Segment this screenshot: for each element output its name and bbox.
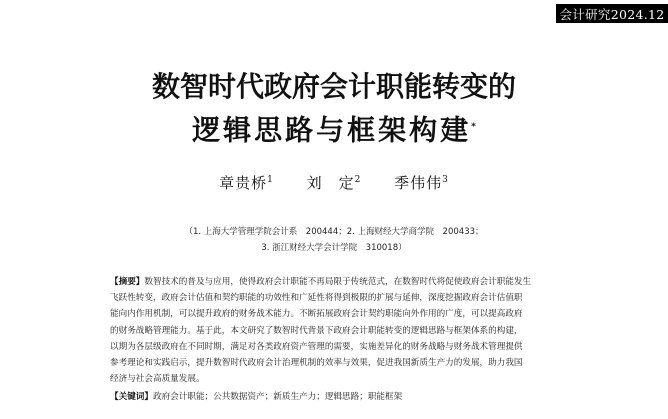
abstract-line: 经济与社会高质量发展。 bbox=[110, 374, 205, 385]
author-2-name: 刘 定 bbox=[306, 174, 355, 192]
title-footnote-mark: * bbox=[471, 122, 476, 132]
author-3-affil-mark: 3 bbox=[442, 175, 449, 185]
author-2-affil-mark: 2 bbox=[354, 175, 362, 185]
abstract-line: 飞跃性转变，政府会计估值和契约职能的功效性和广延性将得到极限的扩展与延伸，深度挖掘政府会计估值职 bbox=[110, 293, 523, 304]
abstract-line: 以期为各层级政府在不同时期，满足对各类政府资产管理的需要，实施差异化的财务战略与财务战术管理提供 bbox=[110, 341, 523, 352]
author-1 bbox=[219, 174, 274, 192]
author-3-name: 季伟伟 bbox=[394, 174, 443, 192]
title-text-2: 逻辑思路与框架构建 bbox=[192, 113, 472, 147]
author-2 bbox=[307, 174, 362, 192]
journal-issue-badge: 会计研究2024.12 bbox=[556, 4, 668, 23]
author-list bbox=[0, 172, 668, 193]
abstract-line: 的财务战略管理能力。基于此，本文研究了数智时代背景下政府会计职能转变的逻辑思路与框架体系的构建， bbox=[110, 325, 523, 336]
abstract-line bbox=[110, 274, 580, 290]
author-1-affil-mark: 1 bbox=[267, 175, 274, 185]
abstract-label: 【摘要】 bbox=[110, 277, 145, 287]
abstract-line: 参考理论和实践启示，提升数智时代政府会计治理机制的效率与效果，促进我国新质生产力的发展，助力我国 bbox=[110, 358, 523, 369]
affiliations-line-2: 3. 浙江财经大学会计学院 310018） bbox=[261, 243, 407, 253]
affiliations-line-1: （1. 上海大学管理学院会计系 200444；2. 上海财经大学商学院 200433； bbox=[184, 227, 484, 237]
author-1-name: 章贵桥 bbox=[219, 174, 268, 192]
title-text-1: 数智时代政府会计职能转变的 bbox=[151, 70, 516, 103]
keywords-label: 【关键词】 bbox=[110, 392, 153, 403]
author-3 bbox=[394, 174, 449, 192]
keywords-line bbox=[110, 389, 580, 405]
paper-title-line-2 bbox=[0, 110, 668, 147]
abstract-text: 数智技术的普及与应用，使得政府会计职能不再局限于传统范式，在数智时代将促使政府会计职能发生 bbox=[144, 277, 532, 287]
abstract-block bbox=[110, 274, 580, 406]
paper-title-line-1 bbox=[0, 70, 668, 104]
abstract-line: 能向内作用机制，可以提升政府的财务战术能力。不断拓展政府会计契约职能向外作用的广度，可以提高政府 bbox=[110, 309, 523, 320]
keywords-text: 政府会计职能；公共数据资产；新质生产力；逻辑思路；职能框架 bbox=[152, 392, 403, 403]
